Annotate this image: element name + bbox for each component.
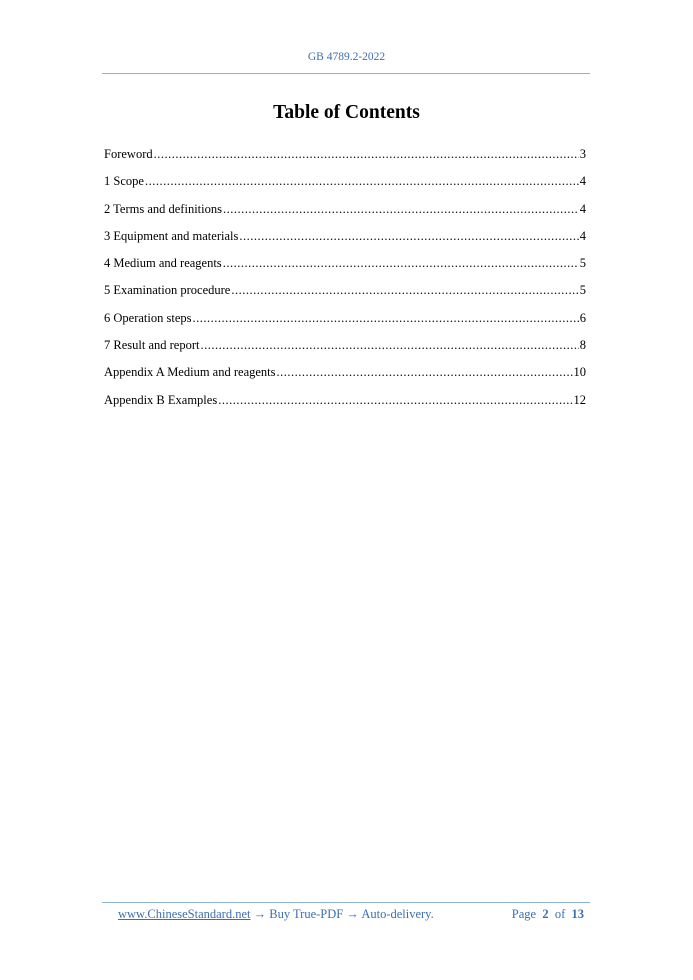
- toc-entry-page: 4: [579, 201, 586, 216]
- arrow-right-icon: →: [253, 907, 267, 921]
- toc-dot-leader: [231, 281, 578, 299]
- toc-entry-result[interactable]: [104, 336, 586, 363]
- toc-dot-leader: [223, 200, 579, 218]
- header-rule: [102, 73, 590, 74]
- toc-entry-medium[interactable]: [104, 254, 586, 281]
- footer-buy-text: Buy True-PDF: [269, 907, 344, 921]
- website-link[interactable]: www.ChineseStandard.net: [118, 907, 251, 921]
- footer-delivery-text: Auto-delivery.: [361, 907, 434, 921]
- toc-entry-page: 8: [579, 338, 586, 353]
- page-title: Table of Contents: [273, 102, 420, 123]
- toc-entry-label: 4 Medium and reagents: [104, 256, 222, 271]
- toc-entry-label: 3 Equipment and materials: [104, 228, 239, 243]
- toc-entry-page: 12: [573, 392, 586, 407]
- toc-dot-leader: [218, 391, 572, 409]
- page-of: of: [554, 907, 566, 921]
- toc-dot-leader: [277, 363, 573, 381]
- toc-entry-foreword[interactable]: [104, 145, 586, 172]
- toc-entry-page: 4: [579, 174, 586, 189]
- toc-entry-page: 3: [579, 147, 586, 161]
- toc-dot-leader: [154, 145, 579, 163]
- toc-dot-leader: [145, 172, 579, 190]
- toc-entry-page: 5: [579, 256, 586, 271]
- toc-entry-label: Appendix B Examples: [104, 392, 218, 407]
- toc-dot-leader: [192, 309, 578, 327]
- toc-entry-label: Foreword: [104, 147, 153, 161]
- toc-dot-leader: [223, 254, 579, 272]
- page-total: 13: [571, 907, 584, 921]
- footer-rule: [102, 902, 590, 903]
- toc-entry-examination[interactable]: [104, 281, 586, 308]
- toc-entry-equipment[interactable]: [104, 227, 586, 254]
- toc-entry-label: 6 Operation steps: [104, 310, 192, 325]
- toc-entry-label: Appendix A Medium and reagents: [104, 365, 276, 380]
- footer-promo: [118, 907, 434, 922]
- running-header: GB 4789.2-2022: [307, 51, 386, 63]
- toc-entry-appendix-b[interactable]: [104, 391, 586, 418]
- toc-dot-leader: [200, 336, 578, 354]
- toc-entry-page: 10: [573, 365, 586, 380]
- page-word: Page: [511, 907, 537, 921]
- toc-entry-page: 6: [579, 310, 586, 325]
- toc-entry-scope[interactable]: [104, 172, 586, 199]
- toc-entry-label: 5 Examination procedure: [104, 283, 231, 298]
- page-current: 2: [542, 907, 549, 921]
- toc-dot-leader: [239, 227, 578, 245]
- toc-entry-label: 2 Terms and definitions: [104, 201, 222, 216]
- table-of-contents: [104, 145, 586, 418]
- toc-entry-operation[interactable]: [104, 309, 586, 336]
- toc-entry-page: 4: [579, 228, 586, 243]
- toc-entry-label: 7 Result and report: [104, 338, 200, 353]
- arrow-right-icon: →: [346, 907, 359, 921]
- toc-entry-page: 5: [579, 283, 586, 298]
- toc-entry-label: 1 Scope: [104, 174, 144, 189]
- toc-entry-appendix-a[interactable]: [104, 363, 586, 390]
- page-number: [512, 907, 584, 922]
- toc-entry-terms[interactable]: [104, 200, 586, 227]
